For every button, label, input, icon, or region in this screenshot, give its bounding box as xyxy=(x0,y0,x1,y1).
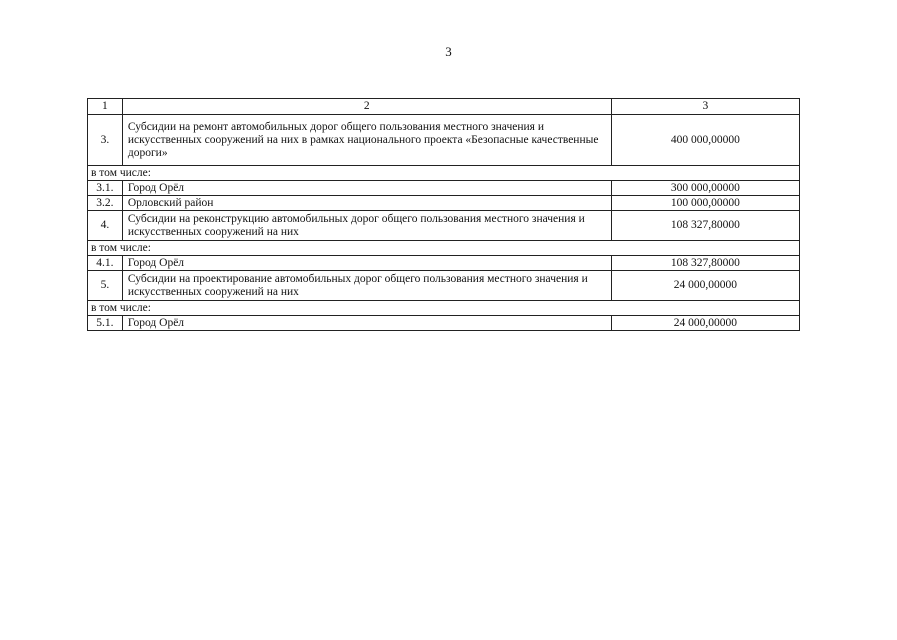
table-subheader-row xyxy=(88,241,800,256)
subheader-label: в том числе: xyxy=(88,301,800,316)
table-row xyxy=(88,256,800,271)
row-description: Субсидии на ремонт автомобильных дорог общего пользования местного значения и искусственных сооружений на них в рамках национального проекта «Безопасные качественные дороги» xyxy=(122,115,611,166)
row-amount: 24 000,00000 xyxy=(611,316,799,331)
table-subheader-row xyxy=(88,301,800,316)
table-subheader-row xyxy=(88,166,800,181)
row-description: Субсидии на реконструкцию автомобильных дорог общего пользования местного значения и искусственных сооружений на них xyxy=(122,211,611,241)
row-description: Орловский район xyxy=(122,196,611,211)
row-amount: 24 000,00000 xyxy=(611,271,799,301)
subheader-label: в том числе: xyxy=(88,166,800,181)
row-amount: 300 000,00000 xyxy=(611,181,799,196)
table-row xyxy=(88,115,800,166)
header-cell: 1 xyxy=(88,99,123,115)
row-description: Город Орёл xyxy=(122,256,611,271)
row-amount: 108 327,80000 xyxy=(611,211,799,241)
header-cell: 2 xyxy=(122,99,611,115)
table-header-row xyxy=(88,99,800,115)
row-number: 3.1. xyxy=(88,181,123,196)
table-row xyxy=(88,196,800,211)
row-number: 3. xyxy=(88,115,123,166)
row-number: 5. xyxy=(88,271,123,301)
table-row xyxy=(88,211,800,241)
row-number: 4. xyxy=(88,211,123,241)
table-row xyxy=(88,316,800,331)
row-number: 5.1. xyxy=(88,316,123,331)
row-amount: 100 000,00000 xyxy=(611,196,799,211)
table-row xyxy=(88,271,800,301)
row-description: Субсидии на проектирование автомобильных дорог общего пользования местного значения и искусственных сооружений на них xyxy=(122,271,611,301)
subheader-label: в том числе: xyxy=(88,241,800,256)
page-number: 3 xyxy=(445,44,452,59)
row-description: Город Орёл xyxy=(122,181,611,196)
row-amount: 108 327,80000 xyxy=(611,256,799,271)
row-amount: 400 000,00000 xyxy=(611,115,799,166)
row-description: Город Орёл xyxy=(122,316,611,331)
table-row xyxy=(88,181,800,196)
row-number: 4.1. xyxy=(88,256,123,271)
row-number: 3.2. xyxy=(88,196,123,211)
subsidies-table xyxy=(87,98,800,331)
header-cell: 3 xyxy=(611,99,799,115)
